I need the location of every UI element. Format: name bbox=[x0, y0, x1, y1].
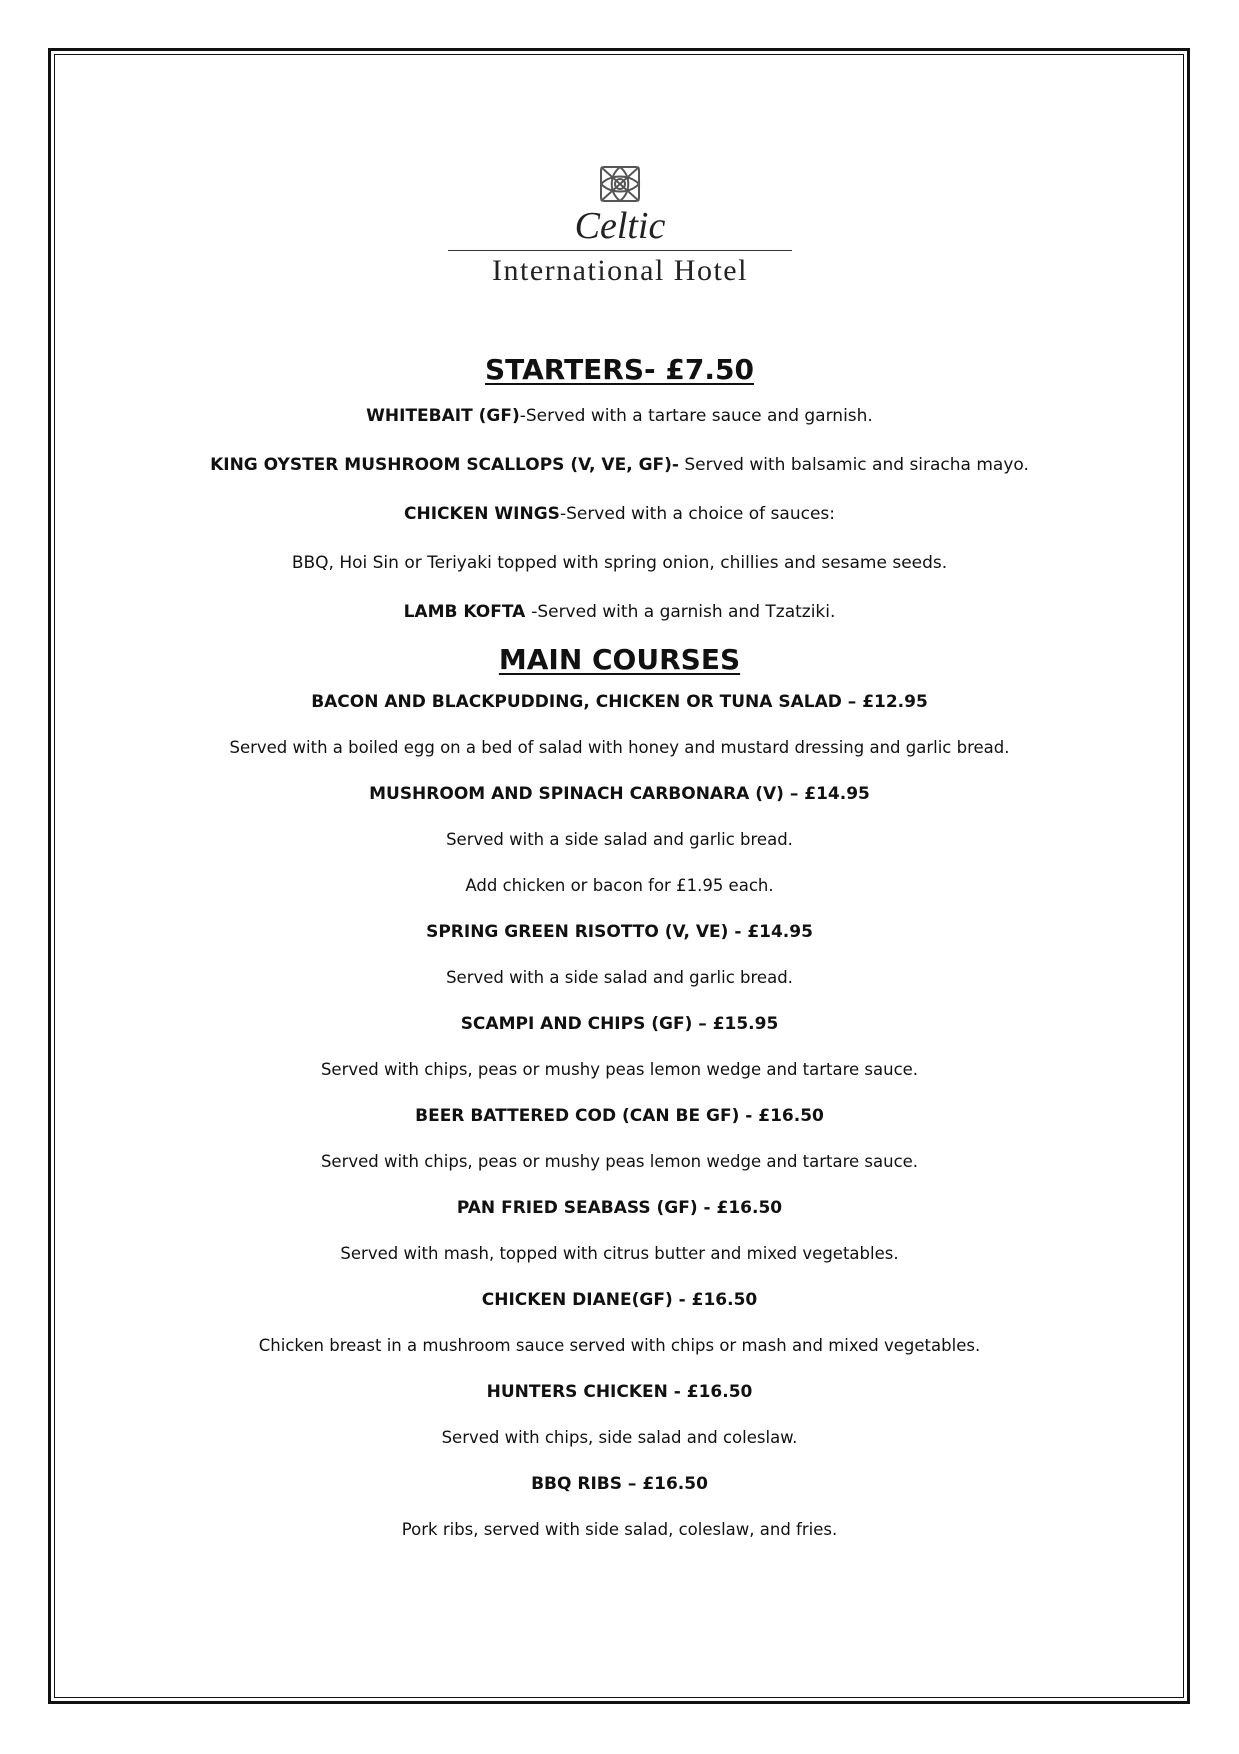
starter-item bbox=[60, 502, 1179, 526]
starter-desc: -Served with a garnish and Tzatziki. bbox=[531, 602, 836, 622]
main-item-desc: Served with a boiled egg on a bed of salad with honey and mustard dressing and garlic bread. bbox=[229, 738, 1010, 757]
main-courses-section bbox=[60, 640, 1179, 1542]
main-item-title: BACON AND BLACKPUDDING, CHICKEN OR TUNA SALAD – £12.95 bbox=[311, 692, 928, 712]
starter-desc: -Served with a choice of sauces: bbox=[559, 504, 836, 524]
hotel-logo bbox=[448, 158, 792, 298]
main-courses-heading: MAIN COURSES bbox=[498, 643, 741, 676]
main-item-desc: Served with chips, peas or mushy peas lemon wedge and tartare sauce. bbox=[320, 1060, 919, 1079]
menu-content bbox=[60, 350, 1179, 1542]
starter-item bbox=[60, 551, 1179, 575]
main-item-title: SPRING GREEN RISOTTO (V, VE) - £14.95 bbox=[426, 922, 813, 942]
main-item-desc: Pork ribs, served with side salad, coleslaw, and fries. bbox=[401, 1520, 838, 1539]
starters-section bbox=[60, 350, 1179, 624]
main-item-title: BEER BATTERED COD (CAN BE GF) - £16.50 bbox=[415, 1106, 824, 1126]
main-item-desc: Served with a side salad and garlic bread. bbox=[446, 830, 793, 849]
starter-name: CHICKEN WINGS bbox=[403, 504, 560, 524]
starter-name: KING OYSTER MUSHROOM SCALLOPS (V, VE, GF)- bbox=[210, 455, 679, 475]
starter-desc: BBQ, Hoi Sin or Teriyaki topped with spring onion, chillies and sesame seeds. bbox=[291, 553, 948, 573]
starter-item bbox=[60, 404, 1179, 428]
starter-desc: Served with balsamic and siracha mayo. bbox=[678, 455, 1029, 475]
main-item-desc: Served with a side salad and garlic bread. bbox=[446, 968, 793, 987]
logo-hotel-text: International Hotel bbox=[492, 254, 748, 287]
main-item-desc: Chicken breast in a mushroom sauce served with chips or mash and mixed vegetables. bbox=[258, 1336, 981, 1355]
logo-celtic-text: Celtic bbox=[574, 205, 666, 247]
main-item-desc: Served with chips, side salad and coleslaw. bbox=[441, 1428, 798, 1447]
main-item-title: CHICKEN DIANE(GF) - £16.50 bbox=[481, 1290, 758, 1310]
starter-item bbox=[60, 600, 1179, 624]
main-item-title: BBQ RIBS – £16.50 bbox=[531, 1474, 708, 1494]
main-item-title: HUNTERS CHICKEN - £16.50 bbox=[486, 1382, 753, 1402]
starters-heading: STARTERS- £7.50 bbox=[485, 353, 754, 386]
main-item-title: PAN FRIED SEABASS (GF) - £16.50 bbox=[456, 1198, 783, 1218]
main-item-desc: Add chicken or bacon for £1.95 each. bbox=[465, 876, 774, 895]
main-item-title: MUSHROOM AND SPINACH CARBONARA (V) – £14.95 bbox=[369, 784, 870, 804]
starter-name: LAMB KOFTA bbox=[403, 602, 532, 622]
starter-desc: -Served with a tartare sauce and garnish. bbox=[519, 406, 873, 426]
main-item-desc: Served with chips, peas or mushy peas lemon wedge and tartare sauce. bbox=[320, 1152, 919, 1171]
starter-item bbox=[60, 453, 1179, 477]
main-item-title: SCAMPI AND CHIPS (GF) – £15.95 bbox=[460, 1014, 779, 1034]
starter-name: WHITEBAIT (GF) bbox=[366, 406, 520, 426]
celtic-knot-icon bbox=[597, 164, 643, 204]
main-item-desc: Served with mash, topped with citrus butter and mixed vegetables. bbox=[340, 1244, 899, 1263]
